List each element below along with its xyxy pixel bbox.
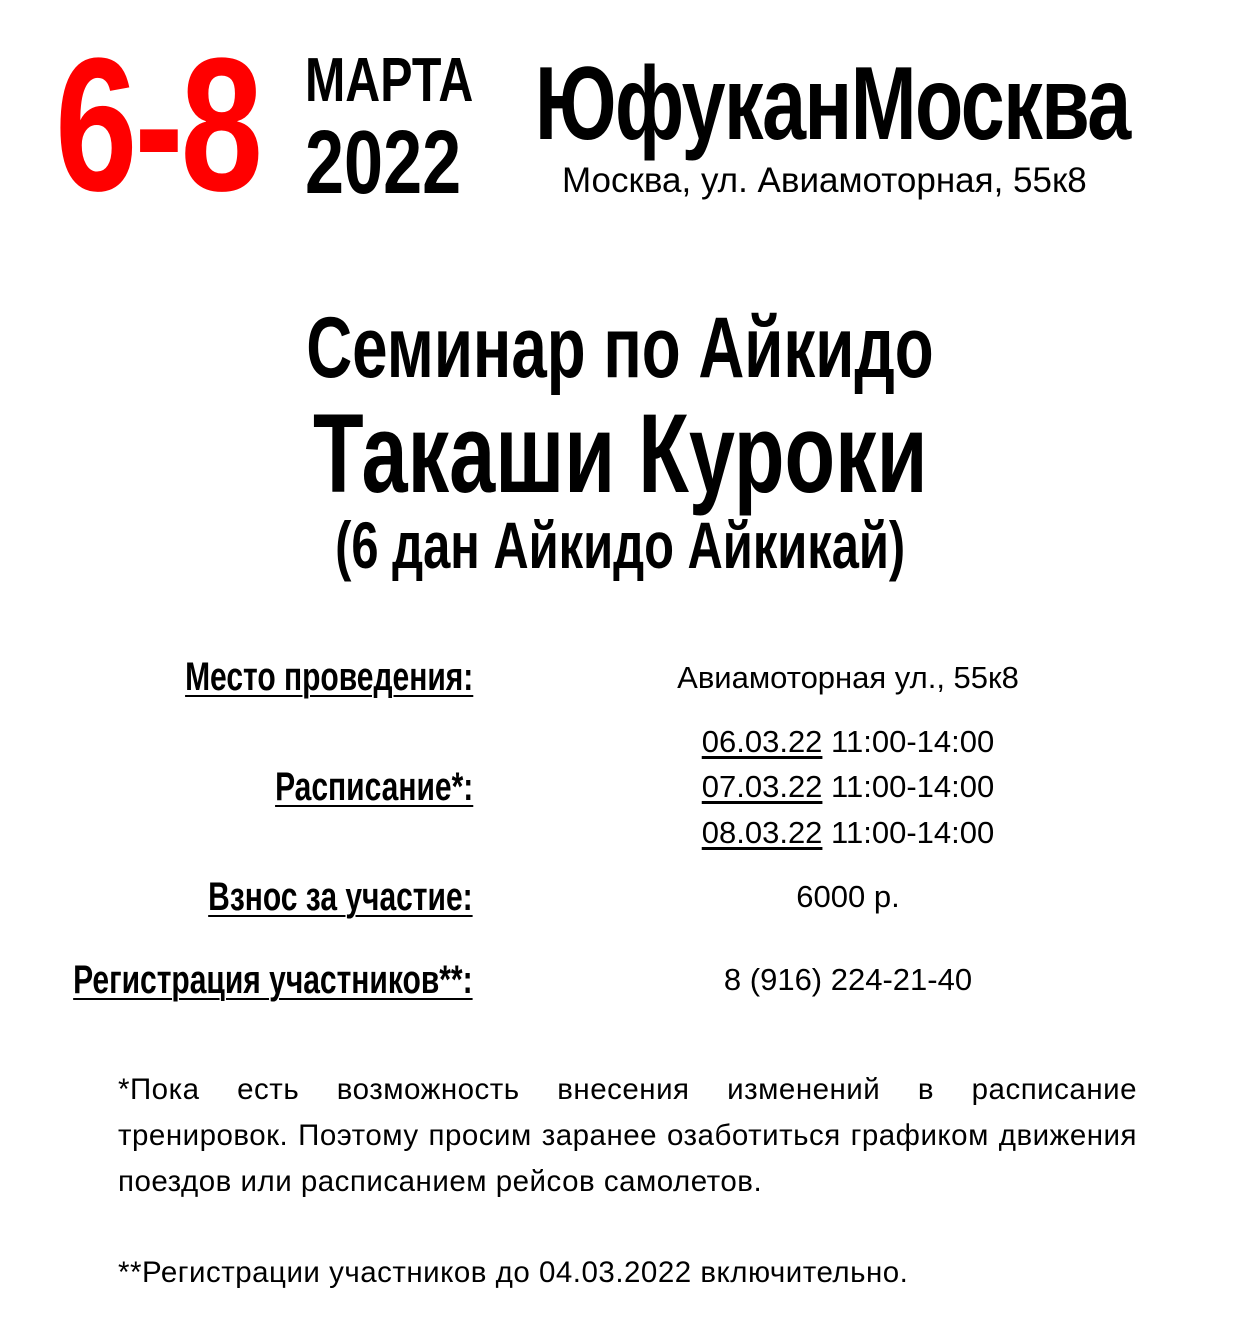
venue-label: Место проведения: bbox=[184, 655, 473, 699]
schedule-row bbox=[600, 726, 1096, 757]
event-dates: 6-8 bbox=[55, 19, 260, 231]
event-month: МАРТА bbox=[305, 46, 474, 115]
event-year: 2022 bbox=[305, 113, 462, 213]
instructor-rank bbox=[0, 508, 1240, 582]
instructor-name bbox=[0, 391, 1240, 516]
schedule-time: 11:00-14:00 bbox=[831, 724, 995, 759]
registration-phone: 8 (916) 224-21-40 bbox=[723, 962, 973, 997]
instructor-rank-text: (6 дан Айкидо Айкикай) bbox=[334, 508, 906, 582]
schedule-date: 08.03.22 bbox=[701, 815, 823, 850]
fee-label: Взнос за участие: bbox=[208, 875, 473, 919]
footnote-registration: **Регистрации участников до 04.03.2022 включительно. bbox=[118, 1256, 909, 1289]
schedule-time: 11:00-14:00 bbox=[831, 769, 995, 804]
venue-value: Авиамоторная ул., 55к8 bbox=[677, 660, 1019, 695]
schedule-date: 07.03.22 bbox=[701, 769, 823, 804]
schedule-time: 11:00-14:00 bbox=[831, 815, 995, 850]
organization-address: Москва, ул. Авиамоторная, 55к8 bbox=[562, 161, 1087, 200]
organization-name: ЮфуканМосква bbox=[535, 46, 1130, 162]
schedule-row bbox=[600, 817, 1096, 848]
footnote-schedule: *Пока есть возможность внесения изменений в расписание тренировок. Поэтому просим заранее озаботиться графиком движения поездов или расписанием рейсов самолетов. bbox=[118, 1073, 1137, 1198]
seminar-title-text: Семинар по Айкидо bbox=[306, 300, 934, 396]
schedule-row bbox=[600, 771, 1096, 802]
schedule-date: 06.03.22 bbox=[701, 724, 823, 759]
seminar-title bbox=[0, 300, 1240, 396]
registration-label: Регистрация участников**: bbox=[73, 958, 473, 1002]
instructor-name-text: Такаши Куроки bbox=[312, 391, 928, 516]
schedule-label: Расписание*: bbox=[274, 765, 473, 809]
fee-value: 6000 р. bbox=[796, 879, 900, 914]
